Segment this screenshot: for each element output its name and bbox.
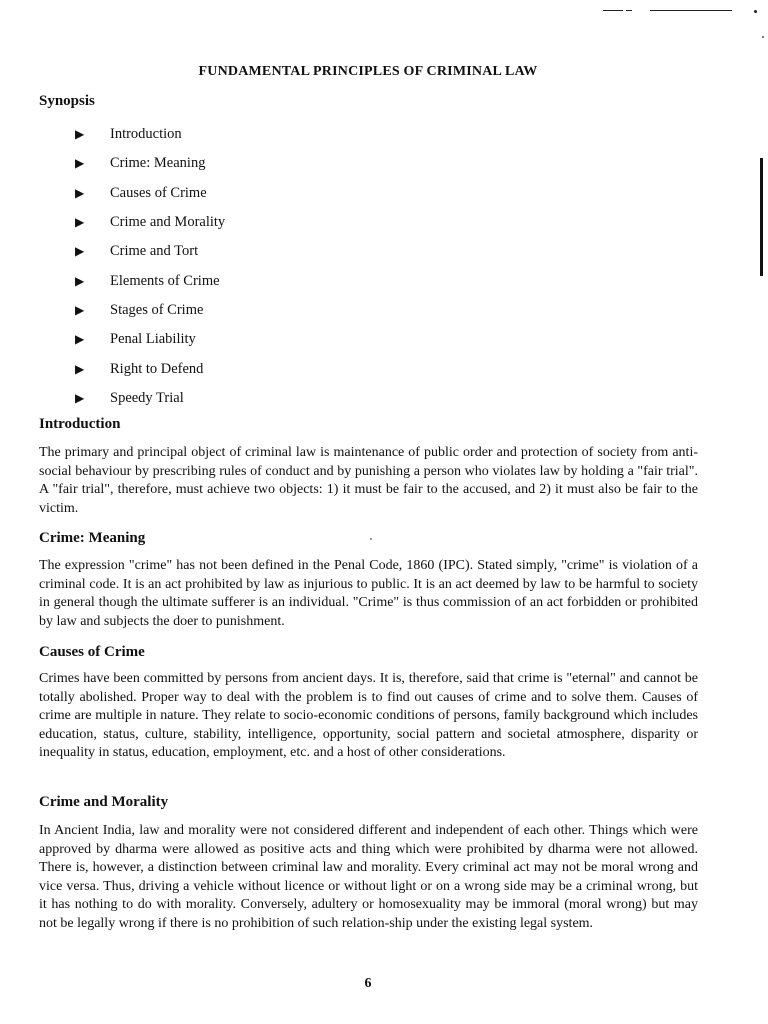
synopsis-item (75, 296, 225, 325)
triangle-bullet-icon: ▶ (75, 361, 85, 376)
synopsis-item-label: Right to Defend (110, 360, 204, 377)
synopsis-item-label: Elements of Crime (110, 272, 220, 289)
triangle-bullet-icon: ▶ (75, 332, 85, 347)
synopsis-item (75, 266, 225, 295)
synopsis-item-label: Stages of Crime (110, 301, 204, 318)
synopsis-item (75, 384, 225, 413)
document-title: FUNDAMENTAL PRINCIPLES OF CRIMINAL LAW (198, 64, 538, 79)
synopsis-list (75, 120, 225, 413)
introduction-heading: Introduction (39, 416, 121, 432)
scan-mark (762, 36, 764, 38)
synopsis-item (75, 149, 225, 178)
introduction-paragraph: The primary and principal object of criminal law is maintenance of public order and protection of society from anti-social behaviour by prescribing rules of conduct and by punishing a person who violates law by holding a "fair trial". A "fair trial", therefore, must achieve two objects: 1) it must be fair to the accused, and 2) it must also be fair to the victim. (39, 445, 698, 516)
synopsis-item (75, 120, 225, 149)
page-number: 6 (364, 976, 372, 991)
synopsis-item (75, 237, 225, 266)
synopsis-heading: Synopsis (39, 93, 95, 109)
synopsis-item-label: Penal Liability (110, 331, 196, 348)
synopsis-item-label: Crime and Tort (110, 243, 199, 260)
causes-of-crime-heading: Causes of Crime (39, 644, 145, 660)
synopsis-item (75, 179, 225, 208)
triangle-bullet-icon: ▶ (75, 156, 85, 171)
triangle-bullet-icon: ▶ (75, 302, 85, 317)
scan-margin-line (760, 158, 763, 276)
synopsis-item-label: Causes of Crime (110, 184, 207, 201)
causes-of-crime-paragraph: Crimes have been committed by persons from ancient days. It is, therefore, said that crime is "eternal" and cannot be totally abolished. Proper way to deal with the problem is to find out causes of crime and to solve them. Causes of crime are multiple in nature. They relate to socio-economic conditions of persons, family background which includes education, status, culture, stability, intelligence, opportunity, social pattern and societal atmosphere, disparity or inequality in status, education, employment, etc. and a host of other considerations. (39, 671, 698, 760)
synopsis-item-label: Crime and Morality (110, 214, 226, 231)
scan-mark (650, 10, 732, 11)
synopsis-item (75, 354, 225, 383)
synopsis-item (75, 208, 225, 237)
triangle-bullet-icon: ▶ (75, 215, 85, 230)
synopsis-item-label: Crime: Meaning (110, 155, 206, 172)
scan-mark (370, 538, 372, 540)
triangle-bullet-icon: ▶ (75, 273, 85, 288)
crime-meaning-heading: Crime: Meaning (39, 530, 146, 546)
scan-mark (603, 10, 623, 11)
synopsis-item (75, 325, 225, 354)
crime-meaning-paragraph: The expression "crime" has not been defined in the Penal Code, 1860 (IPC). Stated simply, "crime" is violation of a criminal code. It is an act prohibited by law as injurious to public. It is an act deemed by law to be harmful to society in general though the ultimate sufferer is an individual. "Crime" is thus commission of an act forbidden or prohibited by law and subjects the doer to punishment. (39, 558, 698, 629)
scan-mark (754, 10, 757, 13)
triangle-bullet-icon: ▶ (75, 185, 85, 200)
crime-and-morality-heading: Crime and Morality (39, 794, 169, 810)
triangle-bullet-icon: ▶ (75, 127, 85, 142)
triangle-bullet-icon: ▶ (75, 390, 85, 405)
scan-mark (626, 10, 632, 11)
crime-and-morality-paragraph: In Ancient India, law and morality were not considered different and independent of each other. Things which were approved by dharma were allowed as positive acts and thing which were prohibited by dharma were not allowed. There is, however, a distinction between criminal law and morality. Every criminal act may not be moral wrong and vice versa. Thus, driving a vehicle without licence or without light or on a wrong side may be a criminal wrong, but it has nothing to do with morality. Conversely, adultery or homosexuality may be immoral (moral wrong) but may not be legally wrong if there is no prohibition of such relation-ship under the existing legal system. (39, 823, 698, 931)
synopsis-item-label: Speedy Trial (110, 389, 184, 406)
triangle-bullet-icon: ▶ (75, 244, 85, 259)
synopsis-item-label: Introduction (110, 126, 182, 143)
